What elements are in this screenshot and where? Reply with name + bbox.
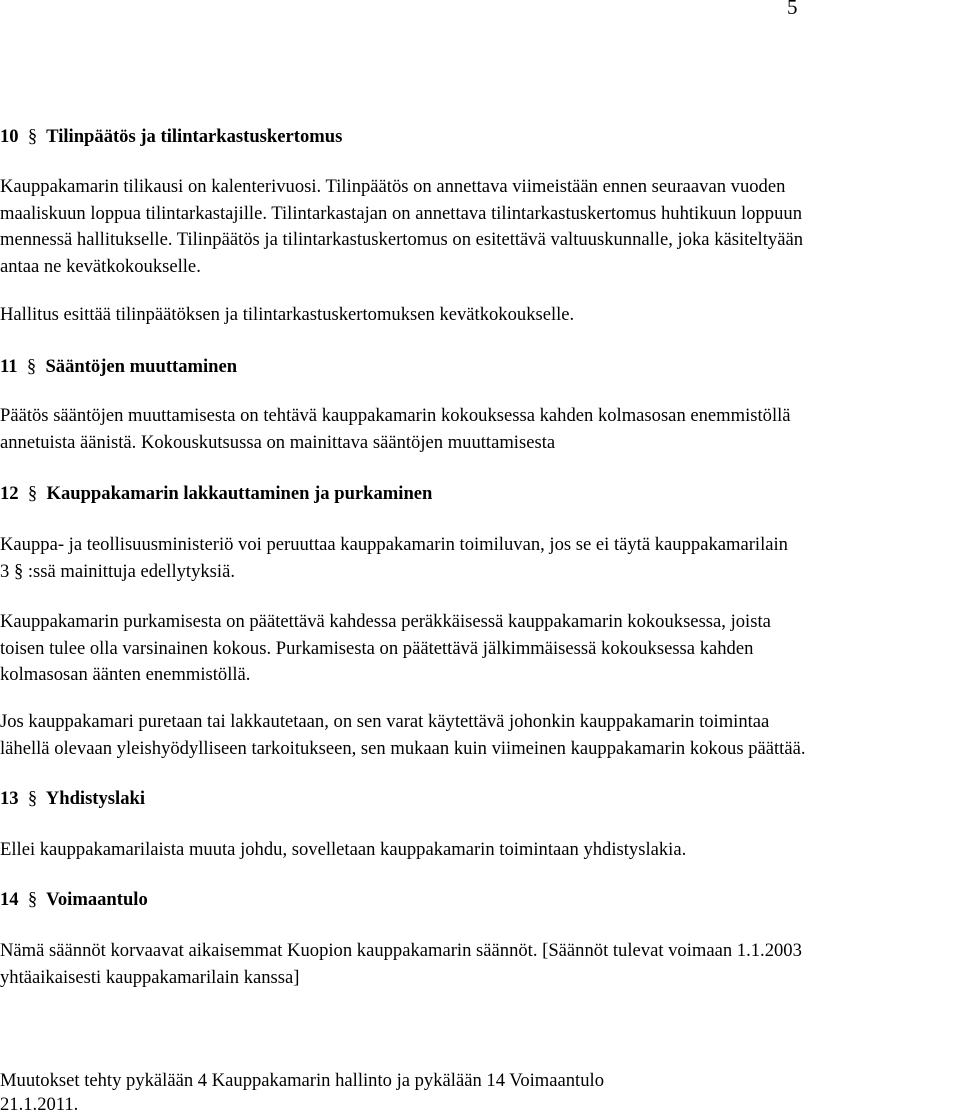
section-sign: § bbox=[26, 356, 37, 377]
section-number: 14 bbox=[0, 889, 19, 910]
section-title: Tilinpäätös ja tilintarkastuskertomus bbox=[46, 126, 343, 147]
section-number: 13 bbox=[0, 788, 19, 809]
section-12-paragraph-2 bbox=[0, 609, 960, 689]
section-sign: § bbox=[27, 126, 38, 147]
section-10-paragraph-2 bbox=[0, 302, 960, 329]
section-13-heading bbox=[0, 786, 960, 813]
page-number: 5 bbox=[787, 0, 798, 19]
section-12-paragraph-1 bbox=[0, 532, 960, 585]
section-title: Kauppakamarin lakkauttaminen ja purkaminen bbox=[46, 483, 433, 504]
text-line: Päätös sääntöjen muuttamisesta on tehtävä kauppakamarin kokouksessa kahden kolmasosan enemmistöllä bbox=[0, 405, 791, 426]
section-number: 11 bbox=[0, 356, 18, 377]
section-14-paragraph-1 bbox=[0, 938, 960, 991]
section-number: 12 bbox=[0, 483, 19, 504]
text-line: Hallitus esittää tilinpäätöksen ja tilintarkastuskertomuksen kevätkokoukselle. bbox=[0, 304, 575, 325]
section-13-paragraph-1 bbox=[0, 837, 960, 864]
text-line: annetuista äänistä. Kokouskutsussa on mainittava sääntöjen muuttamisesta bbox=[0, 431, 556, 453]
section-title: Sääntöjen muuttaminen bbox=[45, 356, 238, 377]
section-12-heading bbox=[0, 481, 960, 508]
amendment-note bbox=[0, 1069, 960, 1117]
text-line: mennessä hallitukselle. Tilinpäätös ja tilintarkastuskertomus on esitettävä valtuuskunnalle, joka käsiteltyään bbox=[0, 229, 803, 250]
text-line: toisen tulee olla varsinainen kokous. Purkamisesta on päätettävä jälkimmäisessä kokouksessa kahden bbox=[0, 637, 754, 659]
text-line: yhtäaikaisesti kauppakamarilain kanssa] bbox=[0, 966, 300, 988]
text-line: Kauppakamarin purkamisesta on päätettävä kahdessa peräkkäisessä kauppakamarin kokouksessa, joista bbox=[0, 611, 771, 632]
text-line: 3 § :ssä mainittuja edellytyksiä. bbox=[0, 560, 235, 582]
section-11-paragraph-1 bbox=[0, 403, 960, 456]
section-sign: § bbox=[27, 483, 38, 504]
text-line: Ellei kauppakamarilaista muuta johdu, sovelletaan kauppakamarin toimintaan yhdistyslakia. bbox=[0, 839, 687, 860]
text-line: maaliskuun loppua tilintarkastajille. Tilintarkastajan on annettava tilintarkastuskertomus huhtikuun loppuun bbox=[0, 202, 802, 224]
section-10-heading bbox=[0, 124, 960, 151]
text-line: 21.1.2011. bbox=[0, 1094, 79, 1115]
section-sign: § bbox=[27, 788, 38, 809]
text-line: antaa ne kevätkokoukselle. bbox=[0, 255, 201, 277]
section-14-heading bbox=[0, 887, 960, 914]
text-line: Nämä säännöt korvaavat aikaisemmat Kuopion kauppakamarin säännöt. [Säännöt tulevat voimaan 1.1.2003 bbox=[0, 940, 802, 961]
section-title: Voimaantulo bbox=[46, 889, 148, 910]
section-number: 10 bbox=[0, 126, 19, 147]
text-line: Jos kauppakamari puretaan tai lakkautetaan, on sen varat käytettävä johonkin kauppakamarin toimintaa bbox=[0, 711, 770, 732]
section-sign: § bbox=[27, 889, 38, 910]
section-11-heading bbox=[0, 354, 960, 381]
text-line: lähellä olevaan yleishyödylliseen tarkoitukseen, sen mukaan kuin viimeinen kauppakamarin kokous päättää. bbox=[0, 737, 806, 759]
text-line: Kauppakamarin tilikausi on kalenterivuosi. Tilinpäätös on annettava viimeistään ennen seuraavan vuoden bbox=[0, 176, 786, 197]
section-10-paragraph-1 bbox=[0, 174, 960, 280]
section-12-paragraph-3 bbox=[0, 709, 960, 762]
text-line: Kauppa- ja teollisuusministeriö voi peruuttaa kauppakamarin toimiluvan, jos se ei täytä kauppakamarilain bbox=[0, 534, 788, 555]
text-line: kolmasosan äänten enemmistöllä. bbox=[0, 664, 251, 685]
section-title: Yhdistyslaki bbox=[45, 788, 146, 809]
text-line: Muutokset tehty pykälään 4 Kauppakamarin hallinto ja pykälään 14 Voimaantulo bbox=[0, 1070, 604, 1091]
